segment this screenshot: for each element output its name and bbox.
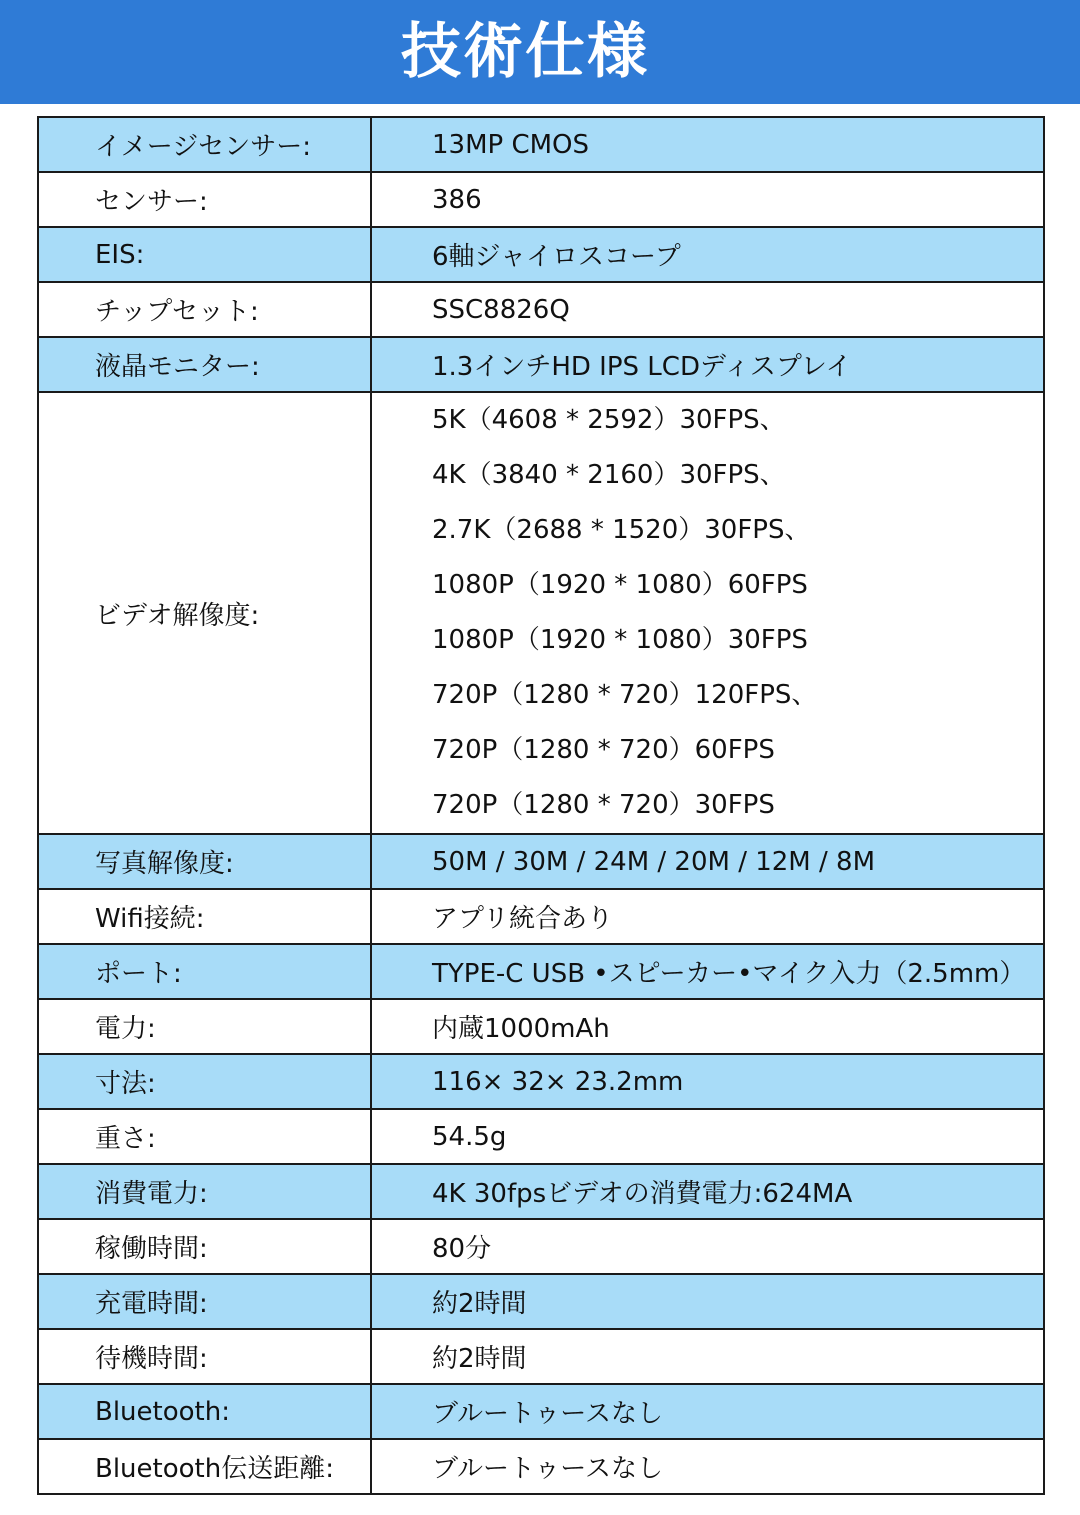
video-resolution-item: 4K（3840 * 2160）30FPS、	[432, 460, 786, 490]
video-resolution-item: 1080P（1920 * 1080）30FPS	[432, 625, 808, 655]
spec-label: 重さ:	[38, 1109, 371, 1164]
spec-row-bluetooth	[38, 1384, 1044, 1439]
page-title: 技術仕様	[401, 17, 649, 87]
spec-label: ビデオ解像度:	[38, 392, 371, 834]
spec-label: 写真解像度:	[38, 834, 371, 889]
spec-row-sensor	[38, 172, 1044, 227]
spec-row-dimensions	[38, 1054, 1044, 1109]
spec-label: 電力:	[38, 999, 371, 1054]
spec-label: 稼働時間:	[38, 1219, 371, 1274]
spec-value-list	[371, 392, 1044, 834]
spec-label: Bluetooth:	[38, 1384, 371, 1439]
spec-row-weight	[38, 1109, 1044, 1164]
spec-label: チップセット:	[38, 282, 371, 337]
spec-label: EIS:	[38, 227, 371, 282]
spec-value: 50M / 30M / 24M / 20M / 12M / 8M	[371, 834, 1044, 889]
spec-label: Bluetooth伝送距離:	[38, 1439, 371, 1494]
spec-label: 液晶モニター:	[38, 337, 371, 392]
spec-label: イメージセンサー:	[38, 117, 371, 172]
spec-value: 13MP CMOS	[371, 117, 1044, 172]
spec-value: ブルートゥースなし	[371, 1439, 1044, 1494]
spec-value: 116× 32× 23.2mm	[371, 1054, 1044, 1109]
spec-value: ブルートゥースなし	[371, 1384, 1044, 1439]
video-resolution-item: 2.7K（2688 * 1520）30FPS、	[432, 515, 811, 545]
spec-value: 54.5g	[371, 1109, 1044, 1164]
spec-value: TYPE-C USB •スピーカー•マイク入力（2.5mm）	[371, 944, 1044, 999]
spec-row-port	[38, 944, 1044, 999]
video-resolution-item: 5K（4608 * 2592）30FPS、	[432, 405, 786, 435]
video-resolution-item: 1080P（1920 * 1080）60FPS	[432, 570, 808, 600]
spec-value: 約2時間	[371, 1329, 1044, 1384]
spec-value: 386	[371, 172, 1044, 227]
spec-label: ポート:	[38, 944, 371, 999]
spec-row-photo-resolution	[38, 834, 1044, 889]
spec-value: 6軸ジャイロスコープ	[371, 227, 1044, 282]
spec-row-power	[38, 999, 1044, 1054]
spec-label: 寸法:	[38, 1054, 371, 1109]
spec-value: 内蔵1000mAh	[371, 999, 1044, 1054]
spec-row-charging-time	[38, 1274, 1044, 1329]
header-banner	[0, 0, 1080, 104]
spec-row-lcd-monitor	[38, 337, 1044, 392]
spec-row-operating-time	[38, 1219, 1044, 1274]
spec-table	[37, 116, 1045, 1495]
video-resolution-item: 720P（1280 * 720）60FPS	[432, 735, 775, 765]
spec-row-wifi	[38, 889, 1044, 944]
spec-row-eis	[38, 227, 1044, 282]
spec-value: 約2時間	[371, 1274, 1044, 1329]
spec-label: 消費電力:	[38, 1164, 371, 1219]
spec-label: 待機時間:	[38, 1329, 371, 1384]
spec-value: SSC8826Q	[371, 282, 1044, 337]
spec-label: 充電時間:	[38, 1274, 371, 1329]
video-resolution-item: 720P（1280 * 720）120FPS、	[432, 680, 818, 710]
spec-label: Wifi接続:	[38, 889, 371, 944]
spec-row-power-consumption	[38, 1164, 1044, 1219]
spec-row-image-sensor	[38, 117, 1044, 172]
spec-value: 1.3インチHD IPS LCDディスプレイ	[371, 337, 1044, 392]
spec-value: 80分	[371, 1219, 1044, 1274]
video-resolution-item: 720P（1280 * 720）30FPS	[432, 790, 775, 820]
spec-label: センサー:	[38, 172, 371, 227]
spec-row-video-resolution	[38, 392, 1044, 834]
spec-value: アプリ統合あり	[371, 889, 1044, 944]
spec-row-bluetooth-range	[38, 1439, 1044, 1494]
spec-row-standby-time	[38, 1329, 1044, 1384]
spec-value: 4K 30fpsビデオの消費電力:624MA	[371, 1164, 1044, 1219]
spec-row-chipset	[38, 282, 1044, 337]
